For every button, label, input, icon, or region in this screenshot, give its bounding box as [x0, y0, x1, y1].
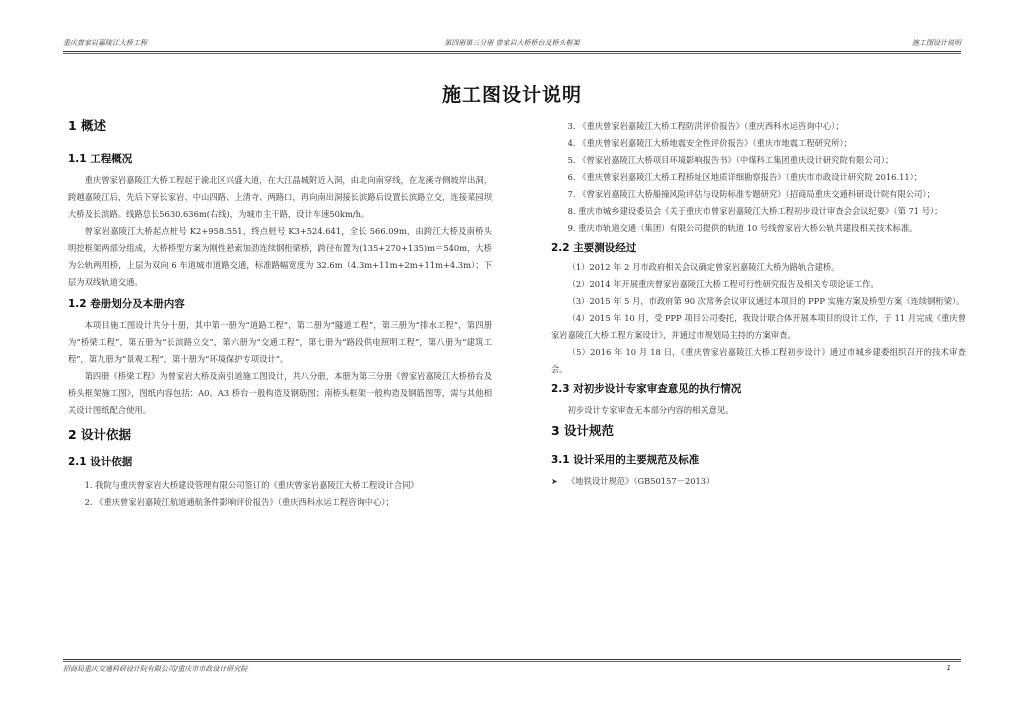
header-doc-type: 施工图设计说明 — [912, 39, 961, 47]
paragraph: （2）2014 年开展重庆曾家岩嘉陵江大桥工程可行性研究报告及相关专项论证工作。 — [567, 279, 879, 289]
list-item: 6. 《重庆曾家岩嘉陵江大桥工程桥址区地质详细勘察报告》（重庆市市政设计研究院 2016.11）； — [567, 172, 923, 182]
header-rule — [63, 51, 961, 52]
footer-organization: 招商局重庆交通科研设计院有限公司/重庆市市政设计研究院 — [63, 665, 248, 673]
list-item: 4. 《重庆曾家岩嘉陵江大桥地震安全性评价报告》（重庆市地震工程研究所）； — [567, 138, 852, 148]
page-number: 1 — [946, 664, 951, 672]
list-item: 1. 我院与重庆曾家岩大桥建设管理有限公司签订的《重庆曾家岩嘉陵江大桥工程设计合同》 — [84, 480, 419, 490]
section-2-heading: 2 设计依据 — [68, 427, 132, 442]
section-3-1-heading: 3.1 设计采用的主要规范及标准 — [551, 454, 700, 466]
paragraph: 重庆曾家岩嘉陵江大桥工程起于渝北区兴盛大道，在大江晶城附近入洞，由北向南穿线，在龙溪寺侧坡岸出洞，跨越嘉陵江后，先后下穿长家岩、中山四路、上清寺、两路口，再向南出洞接长滨路后设置长滨路立交，连接菜园坝大桥及长滨路。线路总长5630.636m(右线)，为城市主干路，设计车速50km/h。 — [68, 175, 492, 219]
list-item: 9. 重庆市轨道交通（集团）有限公司提供的轨道 10 号线曾家岩大桥公轨共建段相关技术标准。 — [567, 223, 918, 233]
bullet-text: 《地铁设计规范》（GB50157－2013） — [567, 476, 715, 486]
paragraph: 第四册《桥梁工程》为曾家岩大桥及南引道施工图设计，共八分册，本册为第三分册《曾家岩嘉陵江大桥桥台及桥头框架施工图》，图纸内容包括：A0、A3 桥台一般构造及钢筋图；南桥头框架一般构造及钢筋图等，需与其他相关设计图纸配合使用。 — [68, 371, 492, 415]
paragraph: （5）2016 年 10 月 18 日，《重庆曾家岩嘉陵江大桥工程初步设计》通过市城乡建委组织召开的技术审查会。 — [551, 347, 966, 374]
header-rule-thin — [63, 53, 961, 54]
footer-rule-thin — [63, 661, 961, 662]
paragraph: 曾家岩嘉陵江大桥起点桩号 K2+958.551，终点桩号 K3+524.641，全长 566.09m，由跨江大桥及南桥头明挖框架两部分组成，大桥桥型方案为刚性悬索加劲连续钢桁梁桥，跨径布置为(135+270+135)m＝540m，大桥为公轨两用桥，上层为双向 6 车道城市道路交通，标准路幅宽度为 32.6m（4.3m+11m+2m+11m+4.3m）；下层为双线轨道交通。 — [68, 226, 492, 287]
paragraph: （1）2012 年 2 月市政府相关会议确定曾家岩嘉陵江大桥为路轨合建桥。 — [567, 262, 840, 272]
footer-rule — [63, 659, 961, 660]
section-2-1-heading: 2.1 设计依据 — [68, 456, 133, 468]
bullet-item — [551, 473, 966, 490]
page-header — [63, 38, 961, 50]
section-3-heading: 3 设计规范 — [551, 423, 615, 438]
section-1-2-heading: 1.2 卷册划分及本册内容 — [68, 298, 185, 310]
page-title: 施工图设计说明 — [441, 84, 582, 106]
list-item: 2. 《重庆曾家岩嘉陵江航道通航条件影响评价报告》（重庆西科水运工程咨询中心）； — [84, 497, 394, 507]
paragraph: 初步设计专家审查无本部分内容的相关意见。 — [567, 405, 734, 415]
left-column — [68, 116, 492, 511]
section-1-heading: 1 概述 — [68, 118, 107, 133]
header-volume: 第四册第三分册 曾家岩大桥桥台及桥头框架 — [444, 39, 580, 47]
list-item: 3. 《重庆曾家岩嘉陵江大桥工程防洪评价报告》（重庆西科水运咨询中心）； — [567, 121, 844, 131]
right-column — [551, 118, 966, 490]
section-2-3-heading: 2.3 对初步设计专家审查意见的执行情况 — [551, 383, 742, 395]
paragraph: （4）2015 年 10 月，受 PPP 项目公司委托，我设计联合体开展本项目的设计工作，于 11 月完成《重庆曾家岩嘉陵江大桥工程方案设计》，并通过市规划局主持的方案审查。 — [551, 313, 966, 340]
list-item: 5. 《曾家岩嘉陵江大桥项目环境影响报告书》（中煤科工集团重庆设计研究院有限公司）； — [567, 155, 894, 165]
page-footer — [63, 664, 961, 676]
arrow-bullet-icon: ➤ — [551, 477, 558, 486]
paragraph: （3）2015 年 5 月，市政府第 90 次常务会议审议通过本项目的 PPP 实施方案及桥型方案（连续钢桁梁）。 — [567, 296, 965, 306]
section-1-1-heading: 1.1 工程概况 — [68, 153, 133, 165]
section-2-2-heading: 2.2 主要测设经过 — [551, 242, 637, 254]
list-item: 8. 重庆市城乡建设委员会《关于重庆市曾家岩嘉陵江大桥工程初步设计审查会会议纪要》（第 71 号）； — [567, 206, 943, 216]
paragraph: 本项目施工图设计共分十册，其中第一册为“道路工程”，第二册为“隧道工程”，第三册为“排水工程”，第四册为“桥梁工程”，第五册为“长滨路立交”，第六册为“交通工程”，第七册为“路段供电照明工程”，第八册为“建筑工程”，第九册为“景观工程”，第十册为“环境保护专项设计”。 — [68, 320, 492, 364]
header-project: 重庆曾家岩嘉陵江大桥工程 — [63, 39, 147, 47]
list-item: 7. 《曾家岩嘉陵江大桥船撞风险评估与设防标准专题研究》（招商局重庆交通科研设计院有限公司）； — [567, 189, 935, 199]
